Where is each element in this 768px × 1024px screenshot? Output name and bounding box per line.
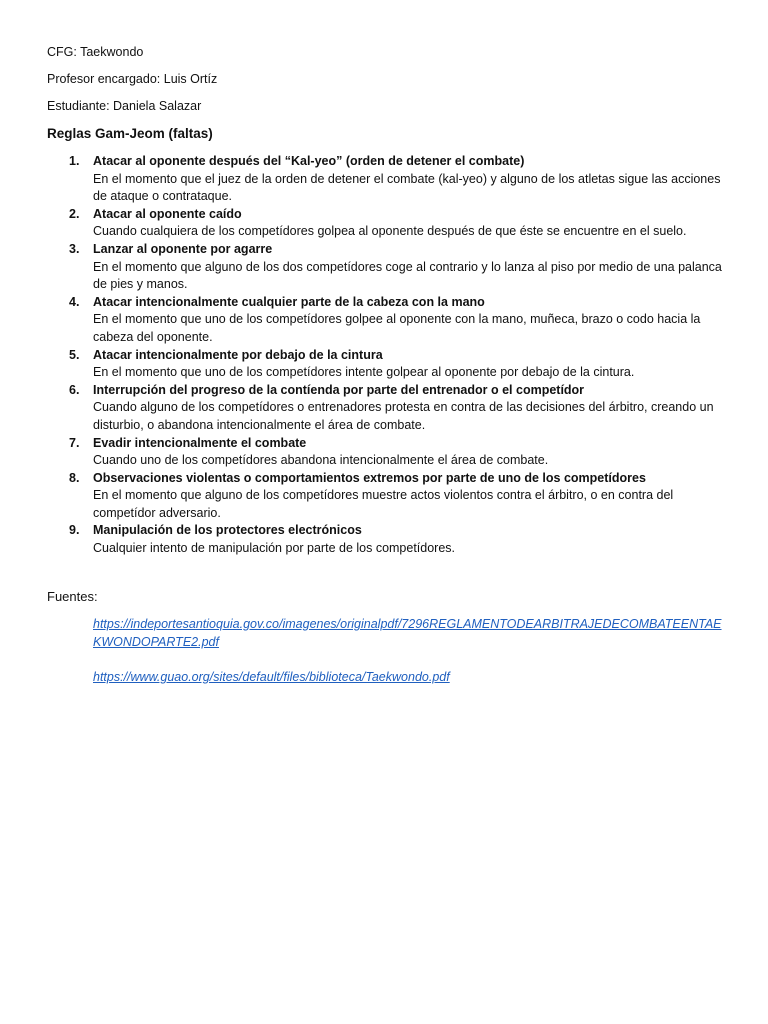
rule-title: Atacar intencionalmente por debajo de la cintura [93, 347, 383, 362]
rule-number: 1. [69, 154, 80, 168]
rule-description: En el momento que uno de los competídores intente golpear al oponente por debajo de la cintura. [93, 365, 635, 380]
rule-title: Atacar al oponente después del “Kal-yeo” (orden de detener el combate) [93, 154, 525, 168]
rule-title: Interrupción del progreso de la contíenda por parte del entrenador o el competídor [93, 382, 585, 397]
rule-number: 6. [69, 382, 80, 397]
rule-number: 7. [69, 435, 80, 450]
rule-title: Atacar intencionalmente cualquier parte de la cabeza con la mano [93, 294, 485, 309]
rule-title: Lanzar al oponente por agarre [93, 241, 273, 256]
rule-title: Atacar al oponente caído [93, 206, 242, 221]
rule-description: Cuando alguno de los competídores o entrenadores protesta en contra de las decisiones del árbitro, creando un disturbio, o abandona intencionalmente el área de combate. [93, 400, 714, 432]
rule-item [0, 206, 723, 241]
rule-item [0, 294, 723, 347]
rule-description: En el momento que uno de los competídores golpee al oponente con la mano, muñeca, brazo o codo hacia la cabeza del oponente. [93, 312, 701, 344]
rule-description: Cualquier intento de manipulación por parte de los competídores. [93, 541, 456, 556]
rule-item [0, 522, 723, 557]
rule-title: Evadir intencionalmente el combate [93, 435, 307, 450]
student-line: Estudiante: Daniela Salazar [47, 99, 202, 113]
source-link-indeportes[interactable]: https://indeportesantioquia.gov.co/imagenes/originalpdf/7296REGLAMENTODEARBITRAJEDECOMBATEENTAEKWONDOPARTE2.pdf [93, 617, 722, 649]
rule-title: Observaciones violentas o comportamientos extremos por parte de uno de los competídores [93, 470, 646, 485]
rule-number: 4. [69, 294, 80, 309]
course-line: CFG: Taekwondo [47, 45, 144, 59]
rule-item [0, 347, 723, 382]
rule-description: En el momento que el juez de la orden de detener el combate (kal-yeo) y alguno de los atletas sigue las acciones de ataque o contrataque. [93, 171, 721, 204]
sources-label: Fuentes: [47, 589, 98, 604]
rule-item [0, 241, 723, 294]
source-link-guao[interactable]: https://www.guao.org/sites/default/files/biblioteca/Taekwondo.pdf [93, 670, 450, 684]
rule-number: 3. [69, 241, 80, 256]
rule-title: Manipulación de los protectores electrónicos [93, 523, 362, 538]
rule-item [0, 435, 723, 470]
rule-item [0, 153, 723, 206]
rule-item [0, 382, 723, 435]
rule-number: 5. [69, 347, 80, 362]
rule-description: En el momento que alguno de los dos competídores coge al contrario y lo lanza al piso por medio de una palanca de pies y manos. [93, 259, 722, 292]
rule-number: 9. [69, 523, 80, 538]
teacher-line: Profesor encargado: Luis Ortíz [47, 72, 218, 86]
rule-description: Cuando uno de los competídores abandona intencionalmente el área de combate. [93, 453, 549, 468]
rule-number: 8. [69, 470, 80, 485]
rules-list [0, 153, 768, 558]
section-title: Reglas Gam-Jeom (faltas) [47, 126, 213, 141]
rule-number: 2. [69, 206, 80, 221]
rule-description: En el momento que alguno de los competídores muestre actos violentos contra el árbitro, o en contra del competídor adversario. [93, 488, 674, 520]
rule-item [0, 470, 723, 523]
rule-description: Cuando cualquiera de los competídores golpea al oponente después de que éste se encuentre en el suelo. [93, 224, 687, 239]
